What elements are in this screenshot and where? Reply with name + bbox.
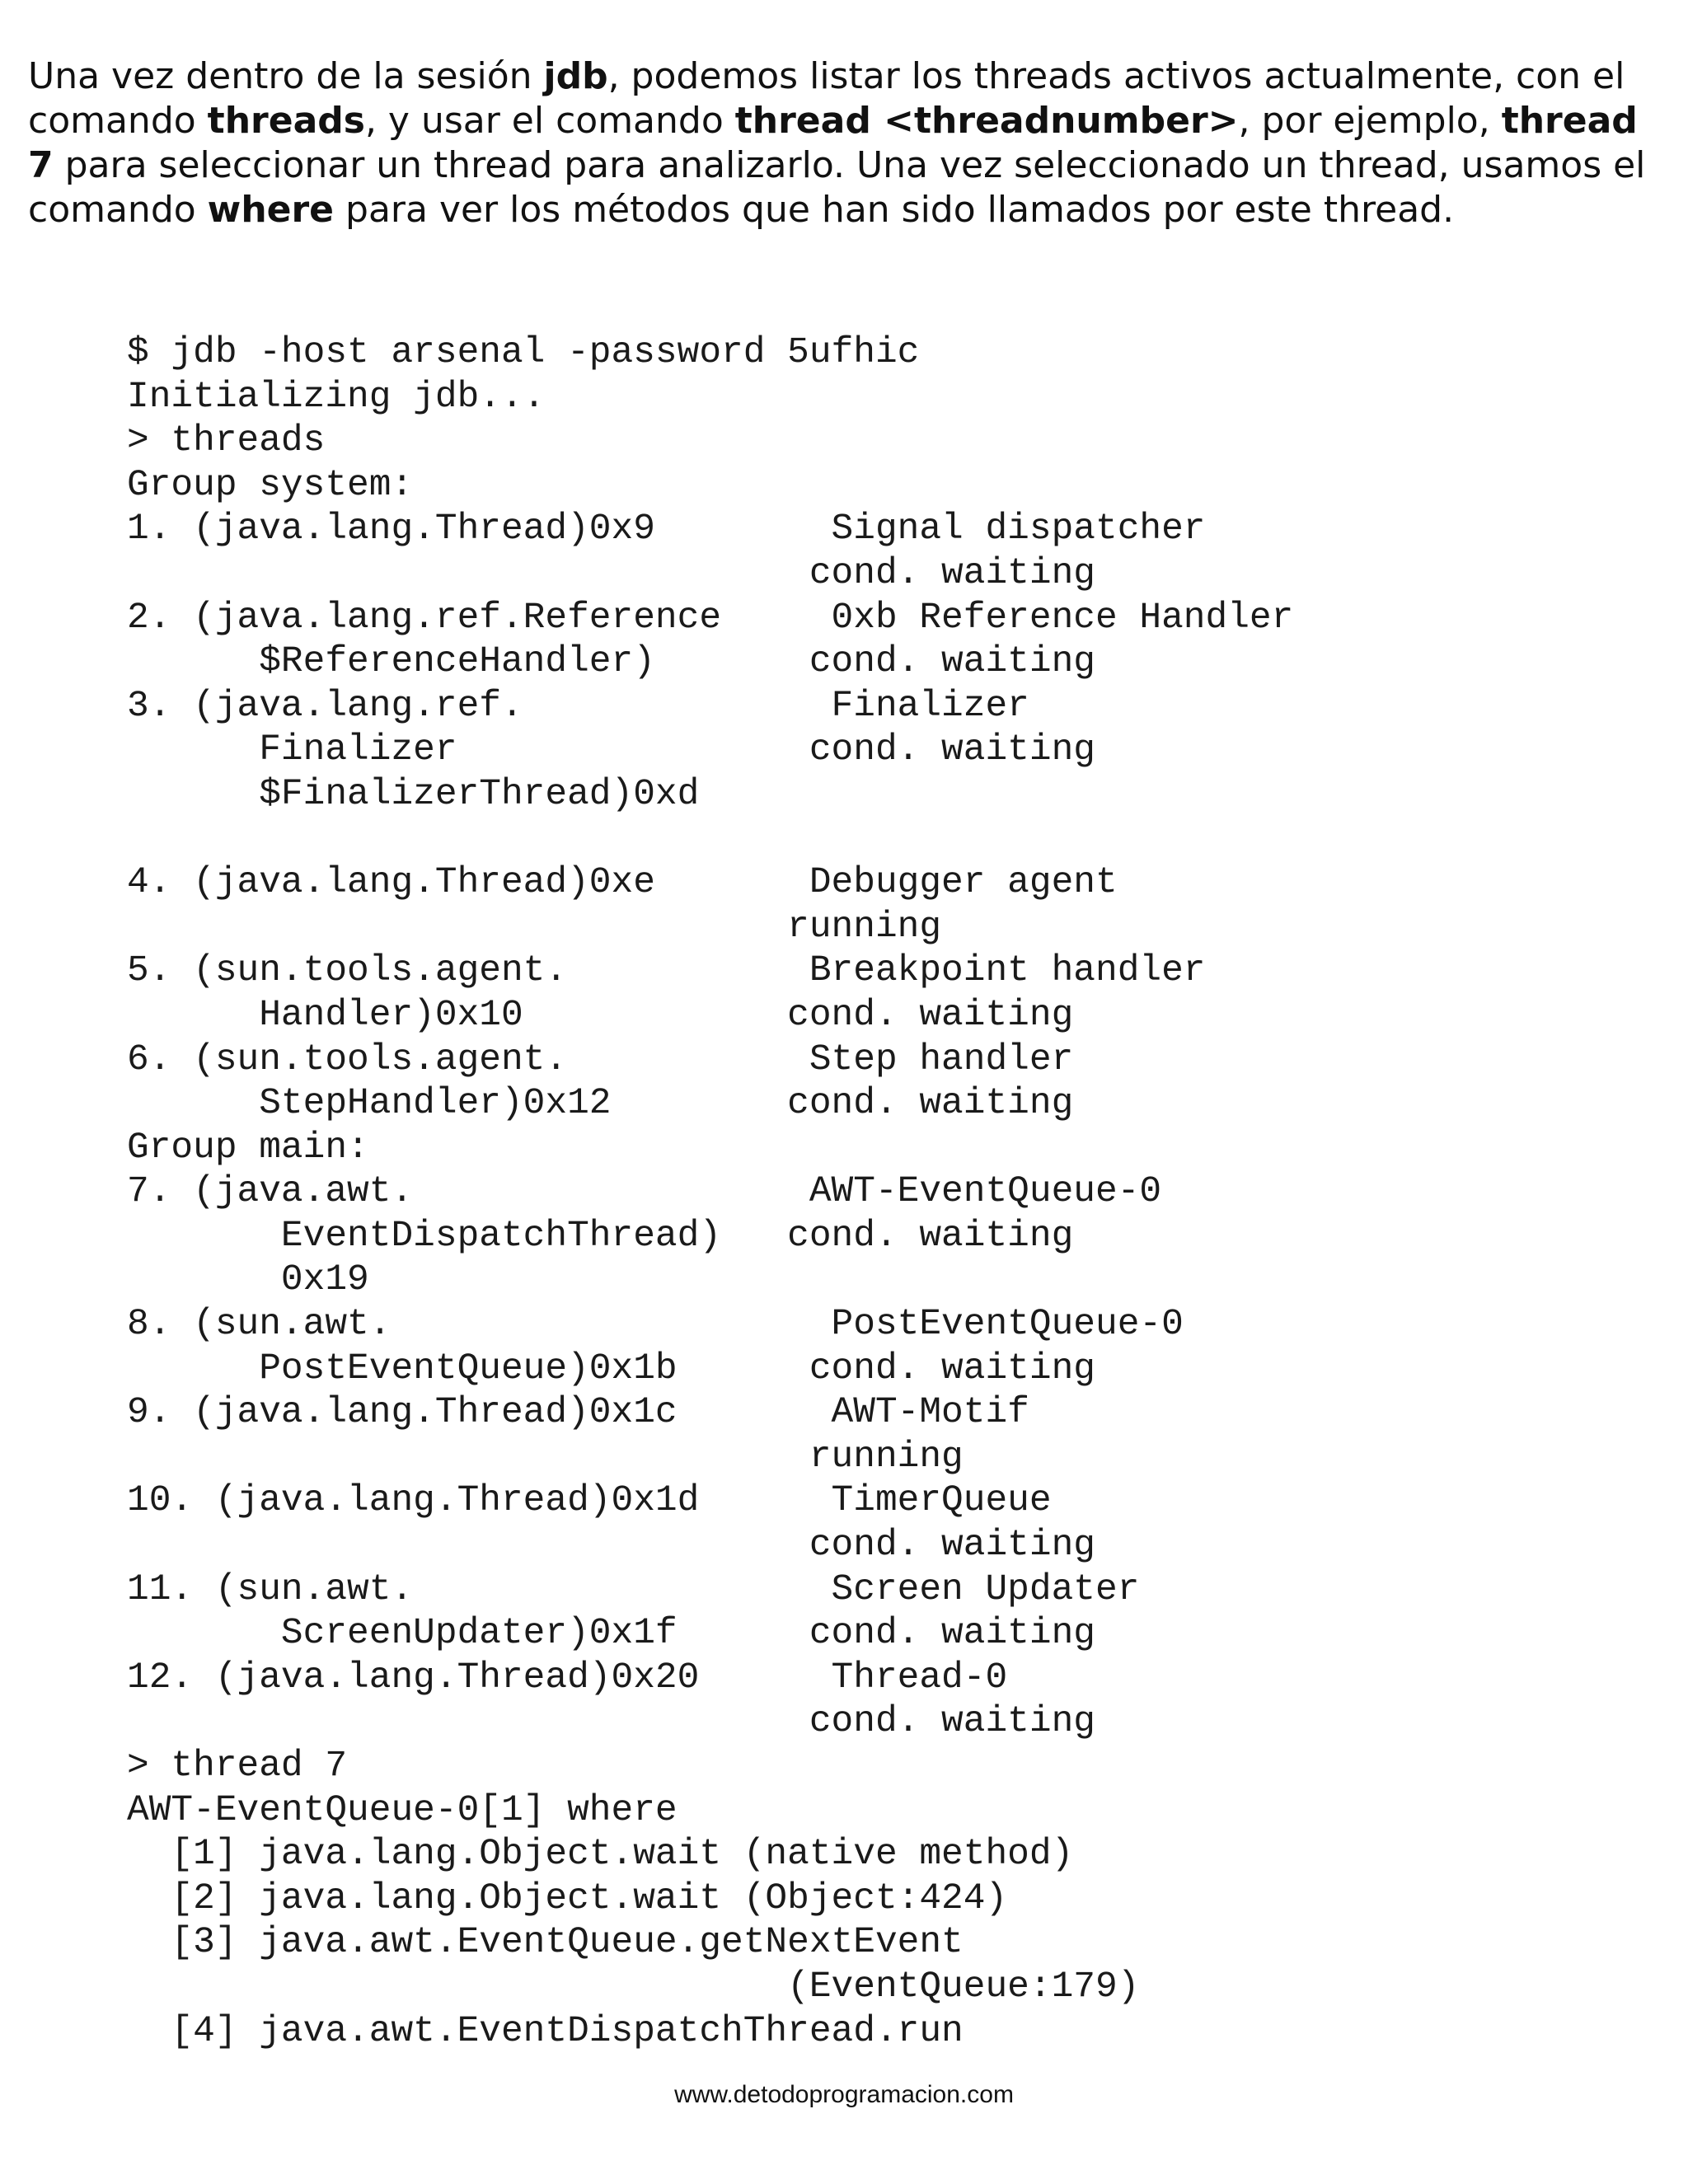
intro-text-6: para ver los métodos que han sido llamados por este thread. [334,189,1455,231]
code-line: AWT-EventQueue-0[1] where [127,1789,678,1831]
code-line: cond. waiting [127,1525,1095,1567]
intro-text-2: , podemos listar los threads activos actualmente, con el comando [28,55,1625,142]
code-line: 4. (java.lang.Thread)0xe Debugger agent [127,862,1118,904]
code-line: ScreenUpdater)0x1f cond. waiting [127,1613,1095,1655]
code-line: (EventQueue:179) [127,1966,1140,2008]
code-line: 9. (java.lang.Thread)0x1c AWT-Motif [127,1392,1029,1434]
code-line: [4] java.awt.EventDispatchThread.run [127,2010,964,2052]
code-line: Initializing jdb... [127,376,546,418]
code-line: 8. (sun.awt. PostEventQueue-0 [127,1304,1184,1346]
code-line: EventDispatchThread) cond. waiting [127,1215,1074,1257]
code-line: > threads [127,420,326,462]
code-line: Finalizer cond. waiting [127,729,1095,771]
code-line: 2. (java.lang.ref.Reference 0xb Reference Handler [127,597,1294,639]
code-line: [3] java.awt.EventQueue.getNextEvent [127,1922,964,1964]
code-line: [2] java.lang.Object.wait (Object:424) [127,1877,1008,1919]
code-line: 5. (sun.tools.agent. Breakpoint handler [127,950,1206,992]
code-line: Handler)0x10 cond. waiting [127,994,1074,1036]
intro-bold-thread-7: thread 7 [28,100,1638,186]
code-line: 1. (java.lang.Thread)0x9 Signal dispatcher [127,509,1206,551]
code-line: 11. (sun.awt. Screen Updater [127,1568,1140,1610]
code-line [127,818,1293,862]
code-line: 0x19 [127,1259,369,1301]
code-line: $ReferenceHandler) cond. waiting [127,641,1095,683]
intro-bold-where: where [207,189,335,231]
jdb-session-code-block [127,331,1293,2054]
code-line: cond. waiting [127,1701,1095,1743]
footer-website-url: www.detodoprogramacion.com [674,2081,1014,2108]
intro-text-3: , y usar el comando [364,100,735,142]
intro-text-1: Una vez dentro de la sesión [28,55,544,97]
code-line: 12. (java.lang.Thread)0x20 Thread-0 [127,1657,1008,1699]
code-line: running [127,906,942,948]
code-line: 3. (java.lang.ref. Finalizer [127,685,1029,727]
code-line: StepHandler)0x12 cond. waiting [127,1083,1074,1125]
code-line: 7. (java.awt. AWT-EventQueue-0 [127,1171,1162,1213]
code-line: 6. (sun.tools.agent. Step handler [127,1038,1074,1080]
code-line: $FinalizerThread)0xd [127,773,700,815]
code-line: Group system: [127,464,414,506]
code-line: $ jdb -host arsenal -password 5ufhic [127,332,920,373]
intro-bold-thread-number: thread <threadnumber> [734,100,1239,142]
code-line: cond. waiting [127,552,1095,594]
code-line: running [127,1436,964,1478]
code-line: > thread 7 [127,1746,348,1787]
code-line: [1] java.lang.Object.wait (native method) [127,1834,1074,1876]
code-line: PostEventQueue)0x1b cond. waiting [127,1347,1095,1390]
code-line: Group main: [127,1127,369,1169]
intro-paragraph [28,54,1660,232]
intro-text-4: , por ejemplo, [1238,100,1502,142]
intro-text-5: para seleccionar un thread para analizarlo. Una vez seleccionado un thread, usamos el comando [28,144,1646,231]
code-line: 10. (java.lang.Thread)0x1d TimerQueue [127,1480,1052,1522]
intro-bold-jdb: jdb [543,55,608,97]
intro-bold-threads: threads [207,100,365,142]
